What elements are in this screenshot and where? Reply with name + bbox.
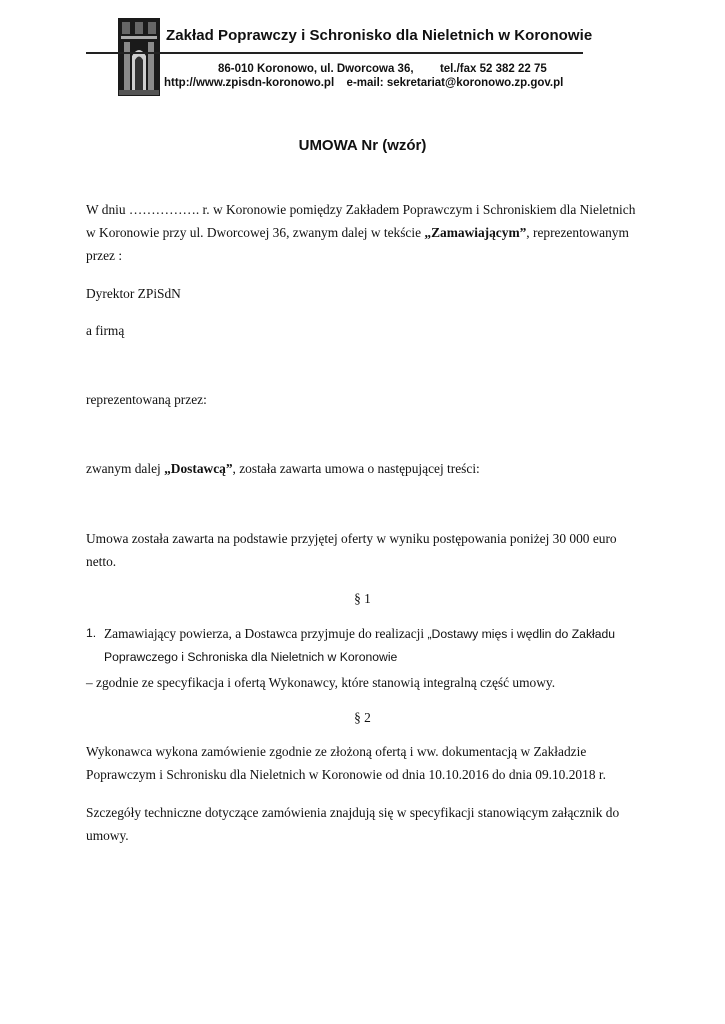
item-1-line-3: – zgodnie ze specyfikacja i ofertą Wykonawcy, które stanowią integralną część umowy. [86,675,556,690]
address: 86-010 Koronowo, ul. Dworcowa 36, [218,63,414,75]
website-link[interactable]: www.zpisdn-koronowo.pl [195,77,335,89]
intro-text: w Koronowie przy ul. Dworcowej 36, zwanym dalej w tekście [86,225,425,240]
supplier-text: zwanym dalej [86,461,165,476]
item-1-subject: „Dostawy mięs i wędlin do Zakładu [427,627,616,641]
item-1-line-2: Poprawczego i Schroniska dla Nieletnich w Koronowie [104,650,398,664]
firm-line: a firmą [86,323,125,338]
section-1-heading: § 1 [354,591,371,606]
email-label: e-mail: [346,77,384,89]
tel-label: tel./fax [439,63,477,75]
supplier-term: „Dostawcą” [164,461,233,476]
intro-line-2 [86,222,646,244]
represented-line: reprezentowaną przez: [86,392,207,407]
header-address-line [218,63,547,75]
section-2-heading: § 2 [354,710,371,725]
header-contact-line [164,77,563,89]
document-title: UMOWA Nr (wzór) [298,137,427,154]
item-1-number: 1. [86,626,97,640]
supplier-text-end: , została zawarta umowa o następującej treści: [232,461,480,476]
section-2-line-2: Poprawczym i Schronisku dla Nieletnich w Koronowie od dnia 10.10.2016 do dnia 09.10.2018 r. [86,767,606,782]
institution-name: Zakład Poprawczy i Schronisko dla Nieletnich w Koronowie [166,27,593,44]
director-line: Dyrektor ZPiSdN [86,286,181,301]
section-2-line-1: Wykonawca wykona zamówienie zgodnie ze złożoną ofertą i ww. dokumentacją w Zakładzie [86,744,587,759]
item-1-line-1 [104,623,615,645]
intro-line-3: przez : [86,248,123,263]
institution-logo [116,16,162,98]
item-1-text: Zamawiający powierza, a Dostawca przyjmuje do realizacji [104,626,428,641]
tel-value: 52 382 22 75 [479,63,547,75]
email-link[interactable]: sekretariat@koronowo.zp.gov.pl [386,77,564,89]
ordering-party-term: „Zamawiającym” [424,225,527,240]
spec-line-1: Szczegóły techniczne dotyczące zamówienia znajdują się w specyfikacji stanowiącym załącznik do [86,805,620,820]
basis-line-2: netto. [86,554,117,569]
intro-line-1: W dniu ……………. r. w Koronowie pomiędzy Zakładem Poprawczym i Schroniskiem dla Nieletnich [86,202,636,217]
basis-line-1: Umowa została zawarta na podstawie przyjętej oferty w wyniku postępowania poniżej 30 000 euro [86,531,617,546]
web-label: http:// [164,77,196,89]
intro-text-end: , reprezentowanym [526,225,629,240]
spec-line-2: umowy. [86,828,129,843]
header-divider [86,52,583,54]
supplier-line [86,458,646,480]
